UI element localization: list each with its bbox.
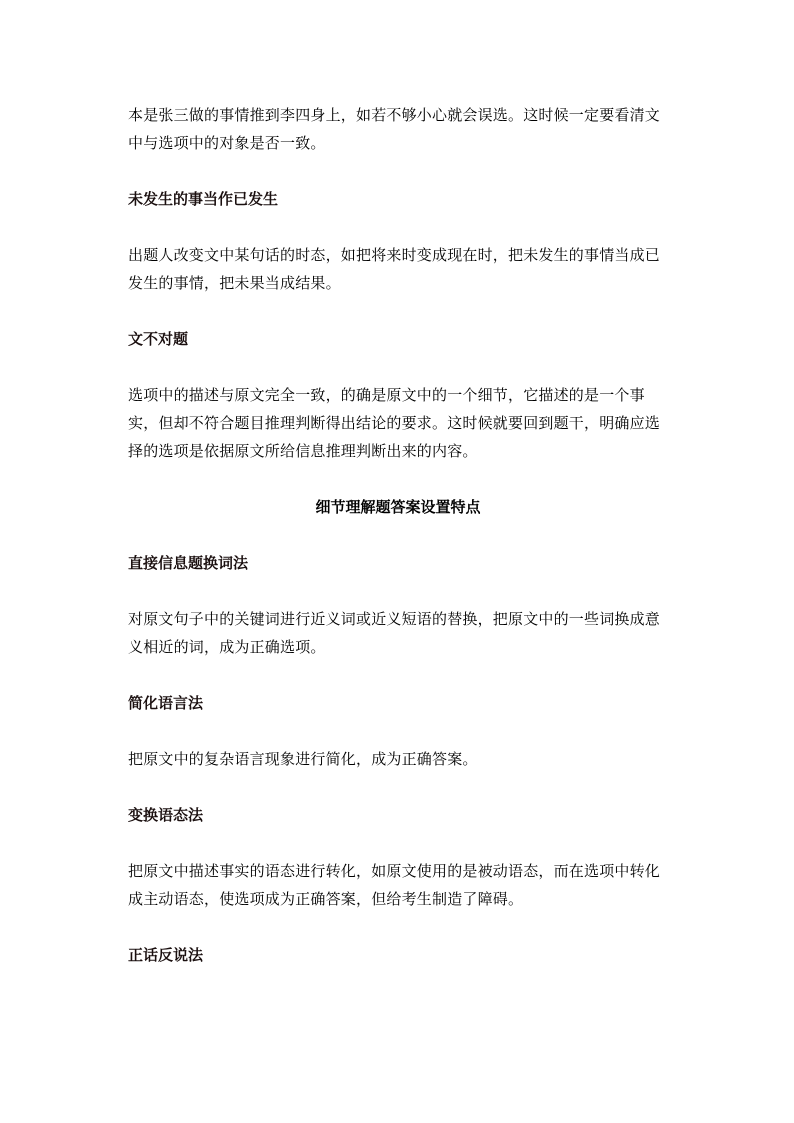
paragraph-object-mismatch: 本是张三做的事情推到李四身上，如若不够小心就会误选。这时候一定要看清文中与选项中的对象是否一致。 [128,106,661,152]
heading-reverse-statement: 正话反说法 [128,946,204,964]
heading-off-topic: 文不对题 [128,330,189,348]
heading-simplify-language: 简化语言法 [128,694,204,712]
section-title-detail-answers: 细节理解题答案设置特点 [315,498,481,516]
heading-word-substitution: 直接信息题换词法 [128,554,249,572]
heading-voice-change: 变换语态法 [128,806,204,824]
paragraph-simplify-language: 把原文中的复杂语言现象进行简化，成为正确答案。 [128,750,478,768]
paragraph-voice-change: 把原文中描述事实的语态进行转化，如原文使用的是被动语态，而在选项中转化成主动语态，使选项成为正确答案，但给考生制造了障碍。 [128,862,661,908]
paragraph-tense-change: 出题人改变文中某句话的时态，如把将来时变成现在时，把未发生的事情当成已发生的事情，把未果当成结果。 [128,246,661,292]
paragraph-off-topic: 选项中的描述与原文完全一致，的确是原文中的一个细节，它描述的是一个事实，但却不符合题目推理判断得出结论的要求。这时候就要回到题干，明确应选择的选项是依据原文所给信息推理判断出来的内容。 [128,386,661,460]
paragraph-word-substitution: 对原文句子中的关键词进行近义词或近义短语的替换，把原文中的一些词换成意义相近的词，成为正确选项。 [128,610,661,656]
heading-unhappened-as-happened: 未发生的事当作已发生 [128,190,279,208]
